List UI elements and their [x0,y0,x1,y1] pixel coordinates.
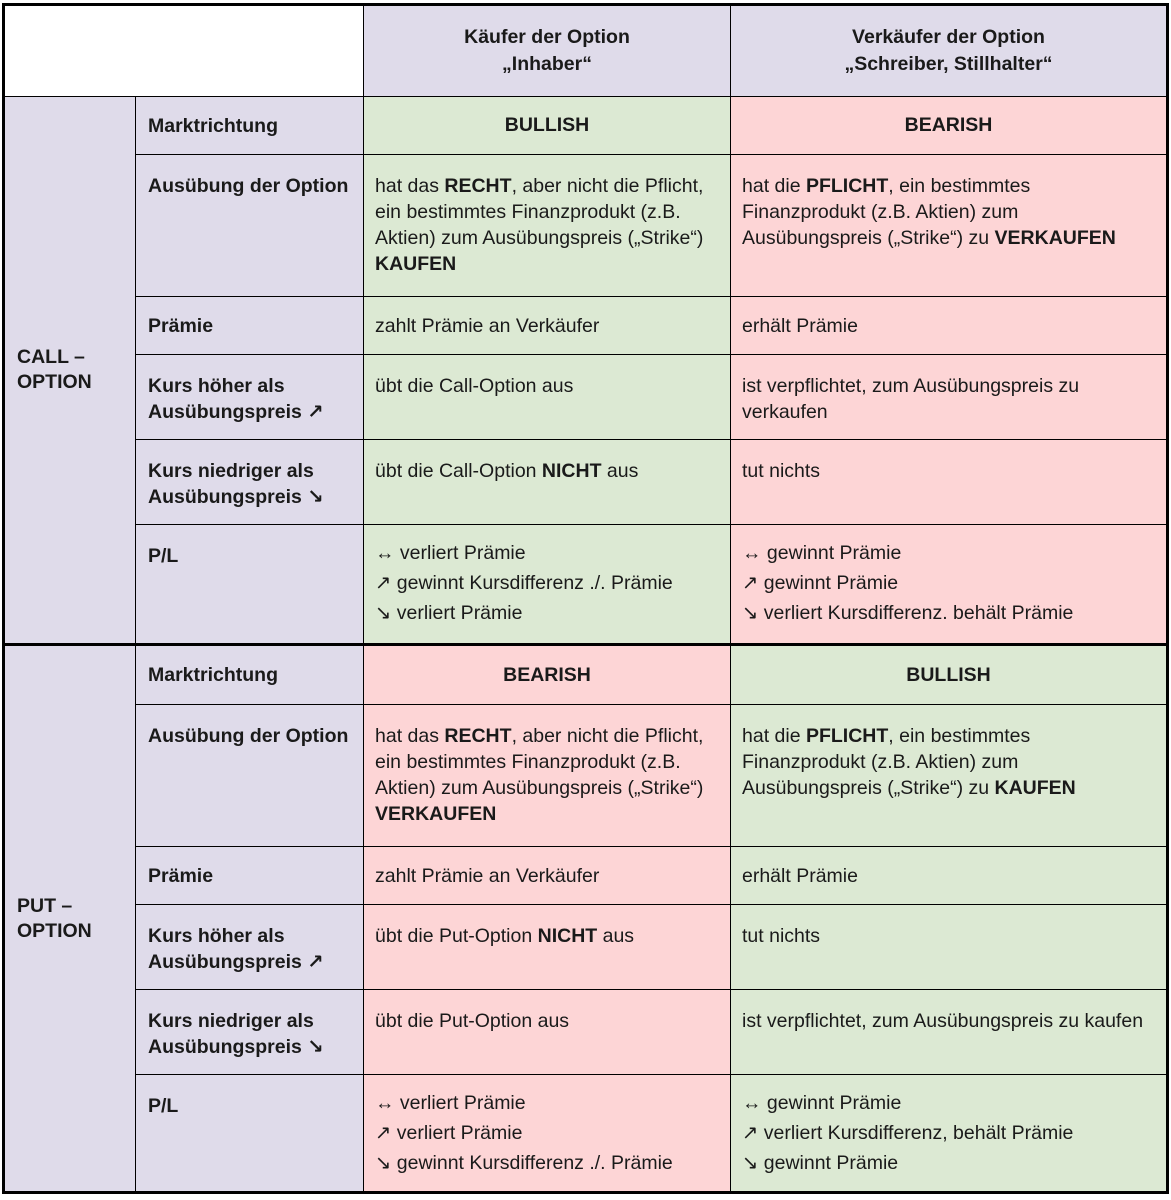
call-seller-pl-down: ↘ verliert Kursdifferenz. behält Prämie [742,602,1074,624]
put-buyer-market: BEARISH [364,645,731,705]
row-label-pl: P/L [136,1075,364,1193]
options-comparison-table [2,3,1169,1194]
row-label-market: Marktrichtung [136,645,364,705]
call-buyer-exercise: hat das RECHT, aber nicht die Pflicht, ein bestimmtes Finanzprodukt (z.B. Aktien) zum Ausübungspreis („Strike“) KAUFEN [364,155,731,297]
row-label-pl: P/L [136,525,364,645]
call-buyer-pl-up: ↗ gewinnt Kursdifferenz ./. Prämie [375,572,673,594]
put-buyer-pl-up: ↗ verliert Prämie [375,1122,523,1144]
call-seller-higher: ist verpflichtet, zum Ausübungspreis zu verkaufen [731,355,1168,440]
call-buyer-premium: zahlt Prämie an Verkäufer [364,297,731,355]
row-label-exercise: Ausübung der Option [136,705,364,847]
put-buyer-pl-flat: ↔ verliert Prämie [375,1092,526,1114]
put-seller-market: BULLISH [731,645,1168,705]
buyer-header-line1: Käufer der Option [464,26,630,48]
put-exercise-row [4,705,1168,847]
call-lower-row [4,440,1168,525]
call-seller-pl-flat: ↔ gewinnt Prämie [742,542,902,564]
put-seller-lower: ist verpflichtet, zum Ausübungspreis zu kaufen [731,990,1168,1075]
row-label-market: Marktrichtung [136,97,364,155]
call-buyer-market: BULLISH [364,97,731,155]
call-seller-pl-up: ↗ gewinnt Prämie [742,572,899,594]
row-label-premium: Prämie [136,297,364,355]
put-buyer-higher: übt die Put-Option NICHT aus [364,905,731,990]
row-label-higher: Kurs höher als Ausübungspreis ↗ [136,905,364,990]
row-label-premium: Prämie [136,847,364,905]
header-row [4,5,1168,97]
seller-header-line1: Verkäufer der Option [852,26,1045,48]
call-group-line1: CALL – [17,346,85,368]
seller-header [731,5,1168,97]
seller-header-line2: „Schreiber, Stillhalter“ [844,53,1053,75]
call-seller-pl [731,525,1168,645]
call-exercise-row [4,155,1168,297]
put-market-row [4,645,1168,705]
call-group-line2: OPTION [17,371,92,393]
put-higher-row [4,905,1168,990]
corner-cell [4,5,364,97]
put-seller-pl-flat: ↔ gewinnt Prämie [742,1092,902,1114]
put-seller-pl-up: ↗ verliert Kursdifferenz, behält Prämie [742,1122,1074,1144]
buyer-header-line2: „Inhaber“ [502,53,592,75]
call-buyer-higher: übt die Call-Option aus [364,355,731,440]
put-seller-premium: erhält Prämie [731,847,1168,905]
call-premium-row [4,297,1168,355]
put-buyer-pl-down: ↘ gewinnt Kursdifferenz ./. Prämie [375,1152,673,1174]
put-lower-row [4,990,1168,1075]
row-label-lower: Kurs niedriger als Ausübungspreis ↘ [136,440,364,525]
call-buyer-pl-flat: ↔ verliert Prämie [375,542,526,564]
put-buyer-exercise: hat das RECHT, aber nicht die Pflicht, ein bestimmtes Finanzprodukt (z.B. Aktien) zum Ausübungspreis („Strike“) VERKAUFEN [364,705,731,847]
row-label-exercise: Ausübung der Option [136,155,364,297]
buyer-header [364,5,731,97]
put-seller-exercise: hat die PFLICHT, ein bestimmtes Finanzprodukt (z.B. Aktien) zum Ausübungspreis („Strike“) zu KAUFEN [731,705,1168,847]
call-buyer-pl-down: ↘ verliert Prämie [375,602,523,624]
put-group-line2: OPTION [17,919,92,942]
row-label-higher: Kurs höher als Ausübungspreis ↗ [136,355,364,440]
call-option-group [4,97,136,645]
put-seller-pl [731,1075,1168,1193]
call-seller-premium: erhält Prämie [731,297,1168,355]
put-pl-row [4,1075,1168,1193]
put-seller-pl-down: ↘ gewinnt Prämie [742,1152,899,1174]
put-buyer-lower: übt die Put-Option aus [364,990,731,1075]
call-seller-exercise: hat die PFLICHT, ein bestimmtes Finanzprodukt (z.B. Aktien) zum Ausübungspreis („Strike“) zu VERKAUFEN [731,155,1168,297]
call-seller-lower: tut nichts [731,440,1168,525]
call-market-row [4,97,1168,155]
call-pl-row [4,525,1168,645]
call-higher-row [4,355,1168,440]
call-buyer-pl [364,525,731,645]
put-buyer-premium: zahlt Prämie an Verkäufer [364,847,731,905]
row-label-lower: Kurs niedriger als Ausübungspreis ↘ [136,990,364,1075]
put-seller-higher: tut nichts [731,905,1168,990]
put-group-line1: PUT – [17,894,73,917]
put-option-group [4,645,136,1193]
put-premium-row [4,847,1168,905]
put-buyer-pl [364,1075,731,1193]
call-buyer-lower: übt die Call-Option NICHT aus [364,440,731,525]
call-seller-market: BEARISH [731,97,1168,155]
